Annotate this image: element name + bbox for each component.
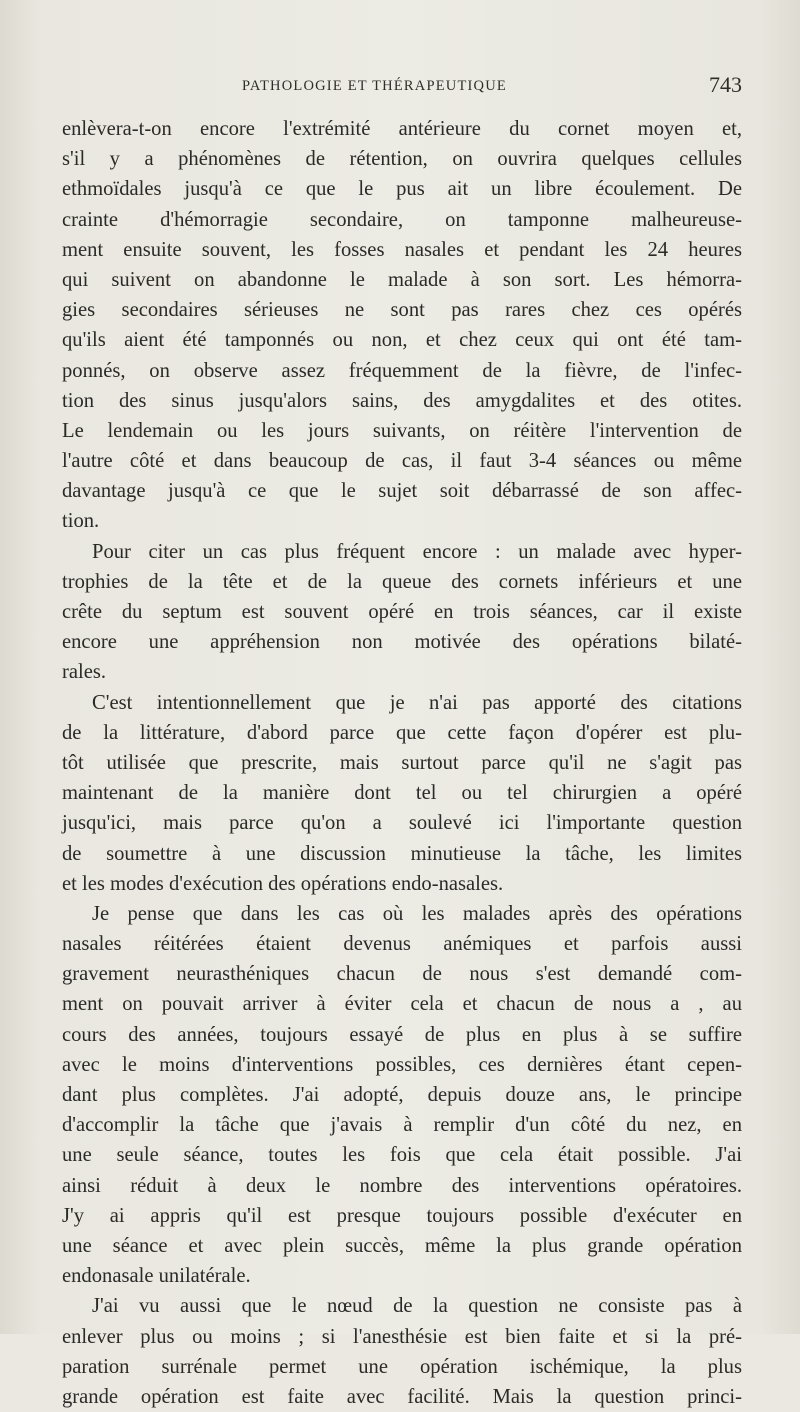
text-line: gravement neurasthéniques chacun de nous s'est demandé com- [62, 963, 742, 986]
text-line: grande opération est faite avec facilité. Mais la question princi- [62, 1385, 742, 1408]
body-text [62, 114, 742, 1412]
running-head: PATHOLOGIE ET THÉRAPEUTIQUE [242, 78, 507, 94]
text-line: J'ai vu aussi que le nœud de la question ne consiste pas à [92, 1295, 742, 1318]
text-line: crête du septum est souvent opéré en trois séances, car il existe [62, 601, 742, 623]
text-line: ment ensuite souvent, les fosses nasales et pendant les 24 heures [62, 238, 742, 261]
text-line: qu'ils aient été tamponnés ou non, et chez ceux qui ont été tam- [62, 329, 742, 352]
text-line: dant plus complètes. J'ai adopté, depuis douze ans, le principe [62, 1084, 742, 1106]
text-line: Pour citer un cas plus fréquent encore : un malade avec hyper- [92, 540, 742, 563]
text-line: J'y ai appris qu'il est presque toujours possible d'exécuter en [62, 1204, 742, 1227]
text-line: une séance et avec plein succès, même la plus grande opération [62, 1234, 742, 1257]
text-line: C'est intentionnellement que je n'ai pas apporté des citations [92, 691, 742, 714]
text-line: enlèvera-t-on encore l'extrémité antérieure du cornet moyen et, [62, 118, 742, 140]
text-line: avec le moins d'interventions possibles, ces dernières étant cepen- [62, 1053, 742, 1076]
text-line: maintenant de la manière dont tel ou tel chirurgien a opéré [62, 782, 742, 805]
text-line: d'accomplir la tâche que j'avais à remplir d'un côté du nez, en [62, 1114, 742, 1137]
page-number: 743 [709, 72, 742, 97]
text-line: tôt utilisée que prescrite, mais surtout parce qu'il ne s'agit pas [62, 751, 742, 774]
text-line: Le lendemain ou les jours suivants, on réitère l'intervention de [62, 419, 742, 442]
text-line: qui suivent on abandonne le malade à son sort. Les hémorra- [62, 268, 742, 291]
text-line: cours des années, toujours essayé de plus en plus à se suffire [62, 1023, 742, 1046]
text-line: crainte d'hémorragie secondaire, on tamponne malheureuse- [62, 208, 742, 231]
text-line: ponnés, on observe assez fréquemment de la fièvre, de l'infec- [62, 359, 742, 382]
text-line: s'il y a phénomènes de rétention, on ouvrira quelques cellules [62, 148, 742, 171]
text-line: nasales réitérées étaient devenus anémiques et parfois aussi [62, 933, 742, 956]
text-line: jusqu'ici, mais parce qu'on a soulevé ici l'importante question [62, 812, 742, 835]
text-line: Je pense que dans les cas où les malades après des opérations [92, 902, 742, 925]
text-line: de soumettre à une discussion minutieuse la tâche, les limites [62, 842, 742, 865]
text-line: tion. [62, 510, 100, 533]
text-line: ainsi réduit à deux le nombre des interventions opératoires. [62, 1174, 742, 1197]
page-header [62, 72, 742, 100]
text-line: l'autre côté et dans beaucoup de cas, il faut 3-4 séances ou même [62, 450, 742, 473]
text-line: ethmoïdales jusqu'à ce que le pus ait un libre écoulement. De [62, 178, 742, 201]
text-line: de la littérature, d'abord parce que cette façon d'opérer est plu- [62, 721, 742, 744]
text-line: enlever plus ou moins ; si l'anesthésie est bien faite et si la pré- [62, 1325, 742, 1348]
text-line: ment on pouvait arriver à éviter cela et chacun de nous a , au [62, 993, 742, 1016]
text-line: gies secondaires sérieuses ne sont pas rares chez ces opérés [62, 299, 742, 322]
text-line: une seule séance, toutes les fois que cela était possible. J'ai [62, 1144, 742, 1167]
text-line: rales. [62, 661, 107, 684]
text-line: et les modes d'exécution des opérations endo-nasales. [62, 872, 504, 895]
text-line: trophies de la tête et de la queue des cornets inférieurs et une [62, 570, 742, 593]
text-line: encore une appréhension non motivée des opérations bilaté- [62, 631, 742, 654]
text-line: tion des sinus jusqu'alors sains, des amygdalites et des otites. [62, 389, 742, 412]
text-line: endonasale unilatérale. [62, 1265, 251, 1288]
text-line: paration surrénale permet une opération ischémique, la plus [62, 1355, 742, 1378]
text-line: davantage jusqu'à ce que le sujet soit débarrassé de son affec- [62, 480, 742, 503]
